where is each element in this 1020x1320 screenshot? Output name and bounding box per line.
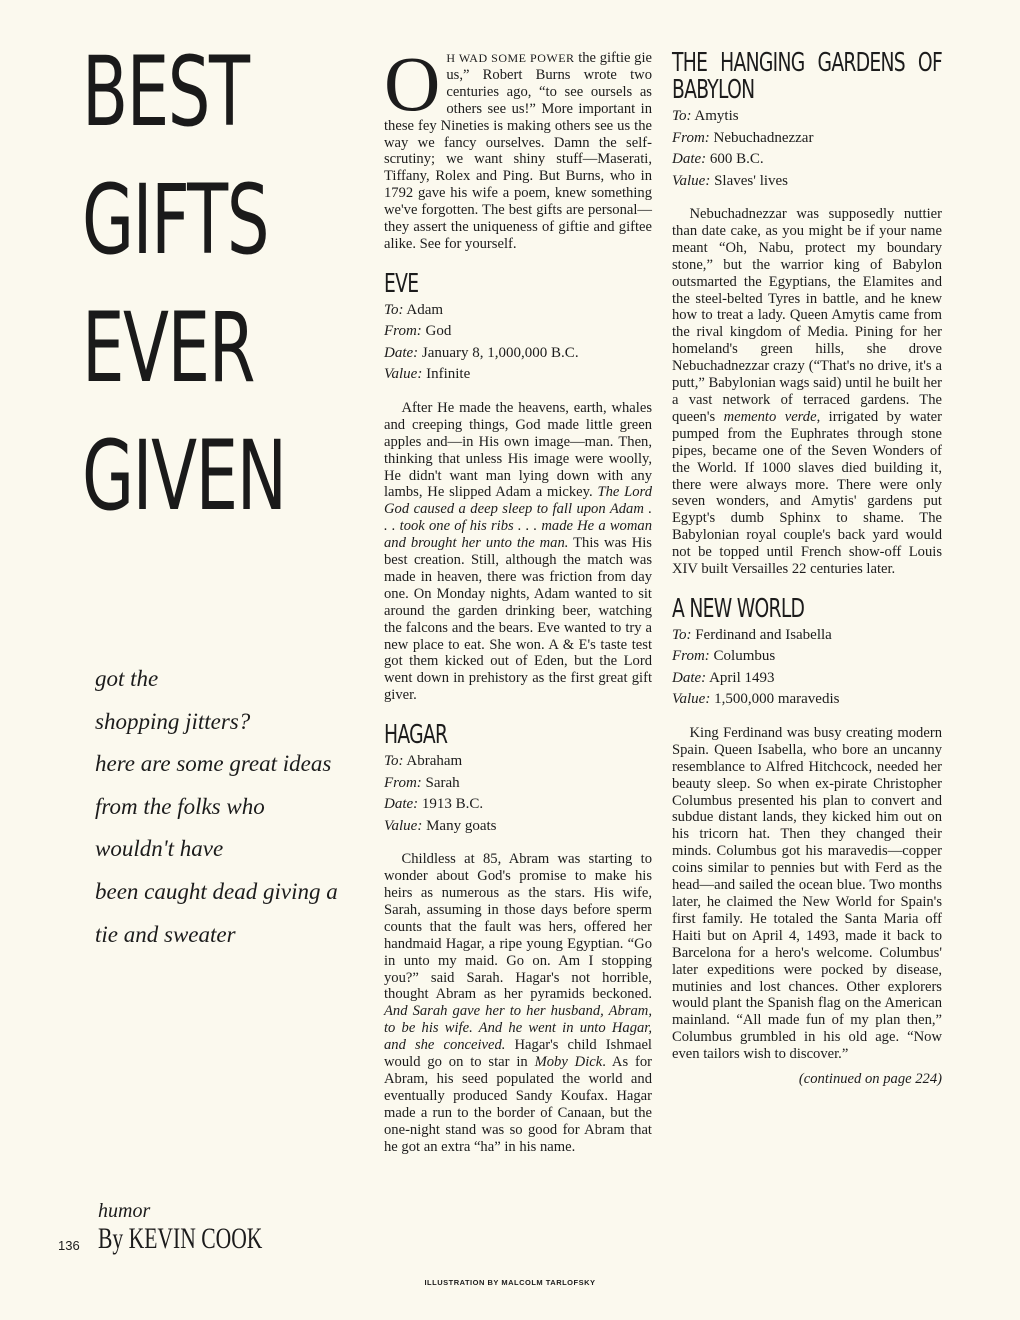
headline-word-given: GIVEN xyxy=(82,420,286,532)
section-label: humor xyxy=(98,1200,151,1222)
deck-line: from the folks who xyxy=(95,793,265,819)
meta-date: January 8, 1,000,000 B.C. xyxy=(421,344,579,361)
gift-meta-eve xyxy=(384,300,652,386)
headline-word-ever: EVER xyxy=(82,292,254,404)
meta-label: From: xyxy=(384,323,422,340)
article-column-2 xyxy=(672,50,942,1088)
meta-to: Ferdinand and Isabella xyxy=(695,626,832,643)
meta-from: Columbus xyxy=(713,648,776,665)
meta-label: From: xyxy=(672,648,710,665)
section-title-babylon: THE HANGING GARDENS OF BABYLON xyxy=(672,48,942,105)
meta-to: Adam xyxy=(406,301,444,318)
gift-meta-babylon xyxy=(672,106,942,192)
deck-line: been caught dead giving a xyxy=(95,878,338,904)
italic-phrase: memento verde xyxy=(723,408,817,425)
meta-label: To: xyxy=(384,753,404,770)
deck-line: wouldn't have xyxy=(95,836,224,862)
meta-value: Many goats xyxy=(426,817,497,834)
meta-label: Value: xyxy=(384,366,423,383)
scripture-quote: And Sarah gave her to her husband, Abram, to be his wife. And he went in unto Hagar, and she conceived. xyxy=(384,1003,652,1054)
deck-line: tie and sweater xyxy=(95,921,236,947)
illustration-credit: ILLUSTRATION BY MALCOLM TARLOFSKY xyxy=(424,1278,596,1287)
meta-label: Date: xyxy=(672,669,707,686)
meta-label: Value: xyxy=(672,172,711,189)
page-number: 136 xyxy=(58,1238,80,1253)
gift-meta-hagar xyxy=(384,751,652,837)
book-title: Moby Dick xyxy=(534,1054,603,1071)
meta-from: Sarah xyxy=(425,774,460,791)
meta-label: From: xyxy=(672,129,710,146)
scripture-quote: The Lord God caused a deep sleep to fall upon Adam . . . took one of his ribs . . . made He a woman and brought her unto the man. xyxy=(384,484,652,552)
body-paragraph-hagar xyxy=(384,851,652,1155)
drop-cap: O xyxy=(384,40,441,127)
article-column-1 xyxy=(384,40,653,1174)
section-title-hagar: HAGAR xyxy=(384,720,448,751)
headline-word-best: BEST xyxy=(82,36,249,148)
body-paragraph-babylon xyxy=(672,206,942,578)
meta-label: To: xyxy=(672,108,692,124)
text-run: Childless at 85, Abram was starting to wonder about God's promise to make his heirs as numerous as the stars. His wife, Sarah, assuming in those days before sperm counts that the fault was hers, offered her handmaid Hagar, a ripe young Egyptian. “Go in unto my maid. Go on. Am I stopping you?” said Sarah. Hagar's not horrible, thought Abram as her pyramids beckoned. xyxy=(384,851,652,1003)
meta-label: To: xyxy=(384,301,404,318)
meta-label: Value: xyxy=(384,817,423,834)
body-paragraph-new-world: King Ferdinand was busy creating modern Spain. Queen Isabella, who bore an uncanny resemblance to Alfred Hitchcock, needed her beauty sleep. So when ex-pirate Christopher Columbus presented his plan to convert and subdue distant lands, they kicked him out on his tricorn hat. Then they changed their minds. Columbus got his maravedis—copper coins similar to pennies but with Ferd as the head—and sailed the ocean blue. Two months later, he claimed the New World for Spain's first family. He totaled the Santa Maria off Haiti but on April 4, 1493, made it back to Barcelona for a hero's welcome. Columbus' later expeditions were pocked by disease, mutinies and lost chances. Other explorers would plant the Spanish flag on the American mainland. “All made fun of my plan then,” Columbus grumbled in his old age. “Now even tailors wish to discover.” xyxy=(672,724,942,1063)
section-title-new-world: A NEW WORLD xyxy=(672,593,805,624)
meta-date: 600 B.C. xyxy=(709,151,764,167)
meta-label: To: xyxy=(672,626,692,643)
deck-line: got the xyxy=(95,666,159,691)
meta-label: Date: xyxy=(384,796,419,813)
meta-label: Date: xyxy=(672,151,707,167)
text-run: Nebuchadnezzar was supposedly nuttier than date cake, as you might be if your name meant “Oh, Nabu, protect my boundary stone,” but the warrior king of Babylon outsmarted the Egyptians, the Elamites and the steel-belted Tyres in battle, and he knew how to treat a lady. Queen Amytis came from the rival kingdom of Media. Pining for her homeland's green hills, she drove Nebuchadnezzar crazy (“That's no drive, it's a putt,” Babylonian wags said) until he built her a vast network of terraced gardens. The queen's xyxy=(672,206,942,425)
gift-meta-new-world xyxy=(672,625,942,711)
meta-to: Abraham xyxy=(406,753,463,770)
continued-note: (continued on page 224) xyxy=(798,1071,942,1088)
byline: By KEVIN COOK xyxy=(98,1222,263,1255)
text-run: This was His best creation. Still, although the match was made in heaven, there was friction from day one. On Monday nights, Adam wanted to sit around the garden drinking beer, watching the falcons and the bears. Eve wanted to try a new place to eat. She won. A & E's taste test got them kicked out of Eden, but the Lord went down in prehistory as the first great gift giver. xyxy=(384,535,652,704)
meta-label: Value: xyxy=(672,691,711,708)
intro-lead: H WAD SOME POWER xyxy=(446,51,575,65)
meta-label: From: xyxy=(384,774,422,791)
deck xyxy=(95,658,365,956)
intro-paragraph xyxy=(384,40,652,253)
section-title-eve: EVE xyxy=(384,268,419,299)
headline-word-gifts: GIFTS xyxy=(82,164,269,276)
meta-value: 1,500,000 maravedis xyxy=(714,691,840,708)
meta-date: April 1493 xyxy=(709,669,775,686)
text-run: . As for Abram, his seed populated the world and eventually produced Sandy Koufax. Hagar made a run to the border of Canaan, but the one-night stand was so good for Abram that he got an extra “ha” in his name. xyxy=(384,1054,653,1155)
deck-line: here are some great ideas xyxy=(95,751,332,777)
intro-text: the giftie gie us,” Robert Burns wrote two centuries ago, “to see oursels as others see us!” More important in these fey Nineties is making others see us the way we fancy ourselves. Damn the self-scrutiny; we want shiny stuff—Maserati, Tiffany, Rolex and Ping. But Burns, who in 1792 gave his wife a poem, knew something we've forgotten. The best gifts are personal—they assert the uniqueness of giftie and giftee alike. See for yourself. xyxy=(384,50,652,252)
meta-from: Nebuchadnezzar xyxy=(713,129,814,146)
body-paragraph-eve xyxy=(384,400,652,704)
text-run: After He made the heavens, earth, whales and creeping things, God made little green apples and—in His own image—man. Then, thinking that unless His image were woolly, He didn't want man lying down with any lambs, He slipped Adam a mickey. xyxy=(384,399,652,501)
meta-date: 1913 B.C. xyxy=(421,796,484,813)
meta-value: Infinite xyxy=(426,366,471,383)
deck-line: shopping jitters? xyxy=(95,708,251,734)
meta-from: God xyxy=(425,323,452,340)
text-run: , irrigated by water pumped from the Euphrates through stone pipes, became one of the Seven Wonders of the World. If 1000 slaves died building it, there were always more. There were only seven wonders, and Amytis' gardens put Egypt's dumb Sphinx to shame. The Babylonian royal couple's back yard would not be topped until French show-off Louis XIV built Versailles 22 centuries later. xyxy=(672,408,942,578)
meta-label: Date: xyxy=(384,344,419,361)
meta-value: Slaves' lives xyxy=(714,172,789,189)
meta-to: Amytis xyxy=(694,108,739,124)
text-run: Hagar's child Ishmael would go on to star in xyxy=(384,1037,652,1071)
